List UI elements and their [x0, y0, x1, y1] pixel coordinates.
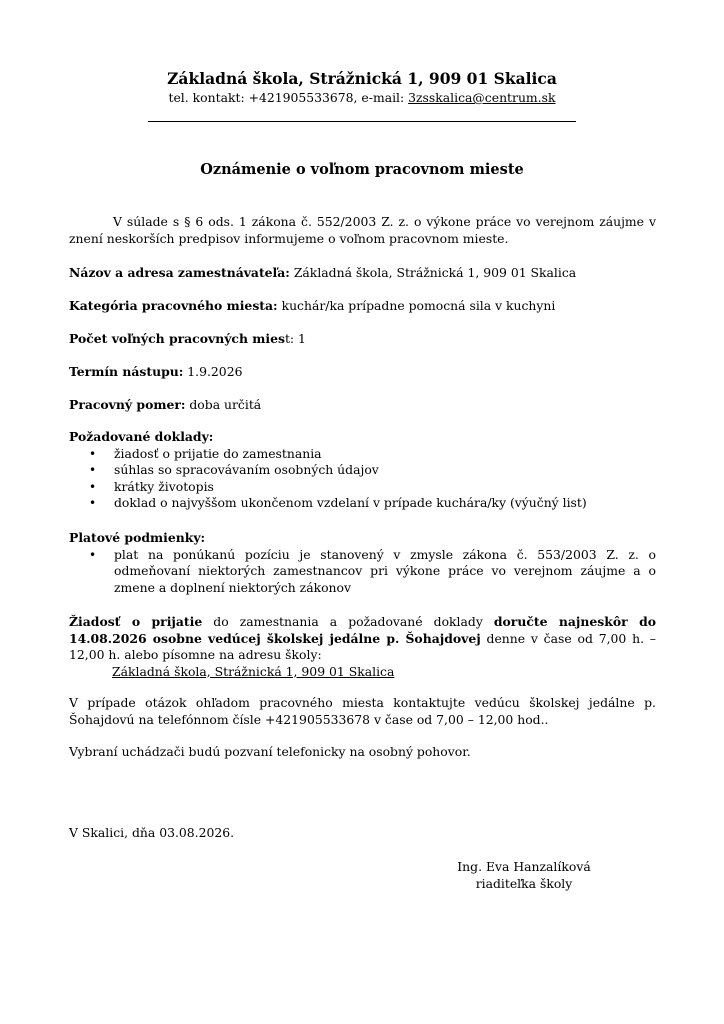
- employer-field: [69, 265, 656, 282]
- selected-paragraph: Vybraní uchádzači budú pozvaní telefonicky na osobný pohovor.: [69, 744, 471, 759]
- application-paragraph: [69, 614, 656, 664]
- list-item: • žiadosť o prijatie do zamestnania: [69, 446, 656, 463]
- list-item: • krátky životopis: [69, 479, 656, 496]
- relationship-label: Pracovný pomer:: [69, 397, 186, 412]
- category-value: kuchár/ka prípadne pomocná sila v kuchyni: [277, 298, 556, 313]
- school-contact: [0, 90, 724, 106]
- school-name-header: Základná škola, Strážnická 1, 909 01 Skalica: [167, 69, 557, 88]
- start-field: [69, 364, 656, 381]
- list-item: • plat na ponúkanú pozíciu je stanovený v zmysle zákona č. 553/2003 Z. z. o odmeňovaní niektorých zamestnancov pri výkone práce vo verejnom záujme a o zmene a doplnení niektorých zákonov: [69, 547, 656, 597]
- intro-paragraph: V súlade s § 6 ods. 1 zákona č. 552/2003 Z. z. o výkone práce vo verejnom záujme v znení neskorších predpisov informujeme o voľnom pracovnom mieste.: [69, 214, 656, 246]
- positions-field: [69, 331, 656, 348]
- application-text: do zamestnania a požadované doklady: [202, 614, 494, 629]
- salary-list: [69, 547, 656, 597]
- contact-phone: tel. kontakt: +421905533678, e-mail:: [168, 90, 409, 105]
- documents-list: [69, 446, 656, 512]
- signature-name: Ing. Eva Hanzalíková: [457, 859, 591, 874]
- document-title: Oznámenie o voľnom pracovnom mieste: [200, 161, 524, 178]
- application-request: Žiadosť o prijatie: [69, 614, 203, 629]
- application-deadline: doručte najneskôr do 14.08.2026 osobne vedúcej školskej jedálne p. Šohajdovej: [69, 614, 656, 646]
- documents-section: [69, 429, 656, 512]
- signature-role: riaditeľka školy: [475, 876, 573, 891]
- positions-label: Počet voľných pracovných mies: [69, 331, 285, 346]
- email-link[interactable]: 3zsskalica@centrum.sk: [408, 90, 556, 105]
- list-item: • súhlas so spracovávaním osobných údajov: [69, 462, 656, 479]
- application-hours: denne v čase od 7,00 h. – 12,00 h. alebo písomne na adresu školy:: [69, 630, 656, 662]
- category-field: [69, 298, 656, 315]
- positions-value: t: 1: [284, 331, 306, 346]
- documents-label: Požadované doklady:: [69, 429, 214, 444]
- start-label: Termín nástupu:: [69, 364, 184, 379]
- questions-paragraph: V prípade otázok ohľadom pracovného miesta kontaktujte vedúcu školskej jedálne p. Šohajdovú na telefónnom čísle +421905533678 v čase od 7,00 – 12,00 hod..: [69, 695, 656, 727]
- header-divider: [148, 121, 576, 122]
- place-date: V Skalici, dňa 03.08.2026.: [69, 825, 235, 840]
- list-item: • doklad o najvyššom ukončenom vzdelaní v prípade kuchára/ky (výučný list): [69, 495, 656, 512]
- school-address: Základná škola, Strážnická 1, 909 01 Skalica: [112, 663, 395, 679]
- application-section: [69, 614, 656, 680]
- salary-label: Platové podmienky:: [69, 530, 206, 545]
- salary-section: [69, 530, 656, 596]
- employer-label: Názov a adresa zamestnávateľa:: [69, 265, 290, 280]
- category-label: Kategória pracovného miesta:: [69, 298, 278, 313]
- start-value: 1.9.2026: [183, 364, 243, 379]
- employer-value: Základná škola, Strážnická 1, 909 01 Skalica: [289, 265, 577, 280]
- relationship-field: [69, 397, 656, 414]
- relationship-value: doba určitá: [185, 397, 262, 412]
